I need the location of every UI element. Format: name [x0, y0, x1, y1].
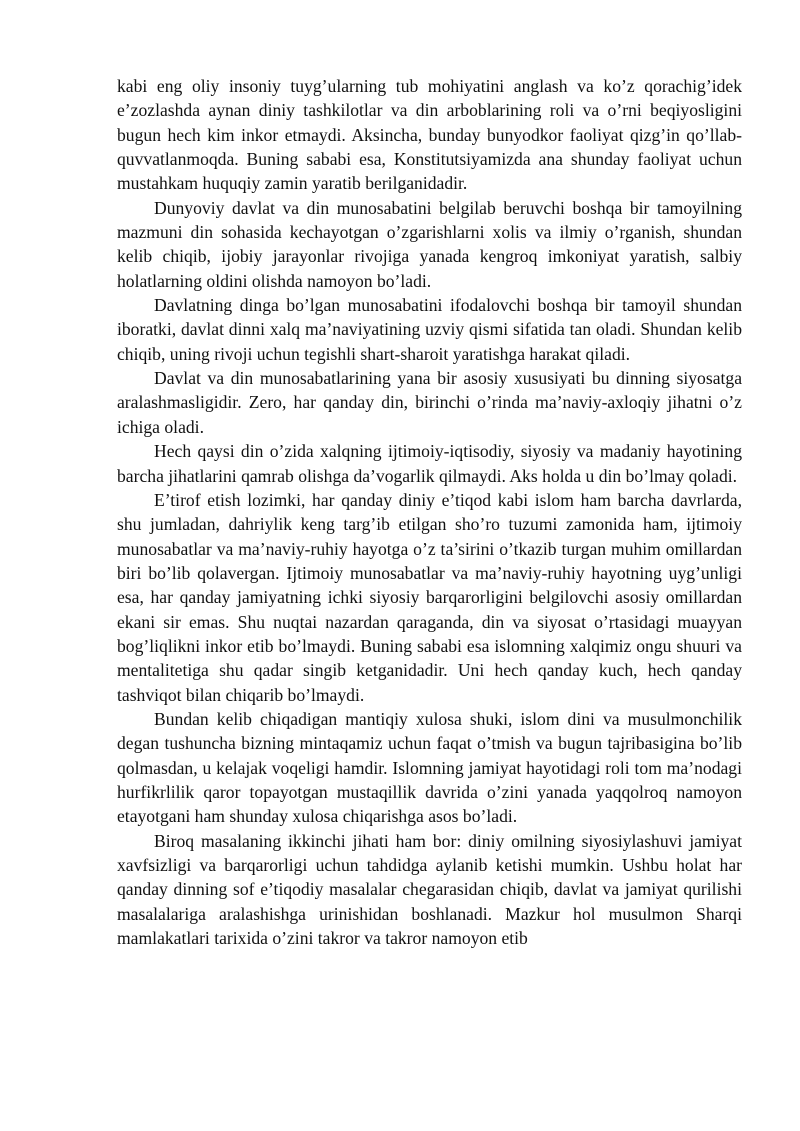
paragraph: Dunyoviy davlat va din munosabatini belgilab beruvchi boshqa bir tamoyilning mazmuni din sohasida kechayotgan o’zgarishlarni xolis va ilmiy o’rganish, shundan kelib chiqib, ijobiy jarayonlar rivojiga yanada kengroq imkoniyat yaratish, salbiy holatlarning oldini olishda namoyon bo’ladi.: [117, 197, 742, 291]
paragraph: Biroq masalaning ikkinchi jihati ham bor: diniy omilning siyosiylashuvi jamiyat xavfsizligi va barqarorligi uchun tahdidga aylanib ketishi mumkin. Ushbu holat har qanday dinning sof e’tiqodiy masalalar chegarasidan chiqib, davlat va jamiyat qurilishi masalalariga aralashishga urinishidan boshlanadi. Mazkur hol musulmon Sharqi mamlakatlari tarixida o’zini takror va takror namoyon etib: [117, 830, 742, 949]
paragraph: Bundan kelib chiqadigan mantiqiy xulosa shuki, islom dini va musulmonchilik degan tushuncha bizning mintaqamiz uchun faqat o’tmish va bugun tajribasigina bo’lib qolmasdan, u kelajak voqeligi hamdir. Islomning jamiyat hayotidagi roli tom ma’nodagi hurfikrlilik qaror topayotgan mustaqillik davrida o’zini yanada yaqqolroq namoyon etayotgani ham shunday xulosa chiqarishga asos bo’ladi.: [117, 708, 742, 827]
body-text: [117, 74, 742, 950]
paragraph: E’tirof etish lozimki, har qanday diniy e’tiqod kabi islom ham barcha davrlarda, shu jumladan, dahriylik keng targ’ib etilgan sho’ro tuzumi zamonida ham, ijtimoiy munosabatlar va ma’naviy-ruhiy hayotga o’z ta’sirini o’tkazib turgan muhim omillardan biri bo’lib qolavergan. Ijtimoiy munosabatlar va ma’naviy-ruhiy hayotning uyg’unligi esa, har qanday jamiyatning ichki siyosiy barqarorligini belgilovchi asosiy omillardan ekani sir emas. Shu nuqtai nazardan qaraganda, din va siyosat o’rtasidagi muayyan bog’liqlikni inkor etib bo’lmaydi. Buning sababi esa islomning xalqimiz ongu shuuri va mentalitetiga shu qadar singib ketganidadir. Uni hech qanday kuch, hech qanday tashviqot bilan chiqarib bo’lmaydi.: [117, 489, 742, 705]
paragraph: Davlatning dinga bo’lgan munosabatini ifodalovchi boshqa bir tamoyil shundan iboratki, davlat dinni xalq ma’naviyatining uzviy qismi sifatida tan oladi. Shundan kelib chiqib, uning rivoji uchun tegishli shart-sharoit yaratishga harakat qiladi.: [117, 295, 742, 364]
paragraph: Davlat va din munosabatlarining yana bir asosiy xususiyati bu dinning siyosatga aralashmasligidir. Zero, har qanday din, birinchi o’rinda ma’naviy-axloqiy jihatni o’z ichiga oladi.: [117, 368, 742, 437]
paragraph: kabi eng oliy insoniy tuyg’ularning tub mohiyatini anglash va ko’z qorachig’idek e’zozlashda aynan diniy tashkilotlar va din arboblarining roli va o’rni beqiyosligini bugun hech kim inkor etmaydi. Aksincha, bunday bunyodkor faoliyat qizg’in qo’llab-quvvatlanmoqda. Buning sababi esa, Konstitutsiyamizda ana shunday faoliyat uchun mustahkam huquqiy zamin yaratib berilganidadir.: [117, 76, 742, 194]
paragraph: Hech qaysi din o’zida xalqning ijtimoiy-iqtisodiy, siyosiy va madaniy hayotining barcha jihatlarini qamrab olishga da’vogarlik qilmaydi. Aks holda u din bo’lmay qoladi.: [117, 441, 742, 486]
